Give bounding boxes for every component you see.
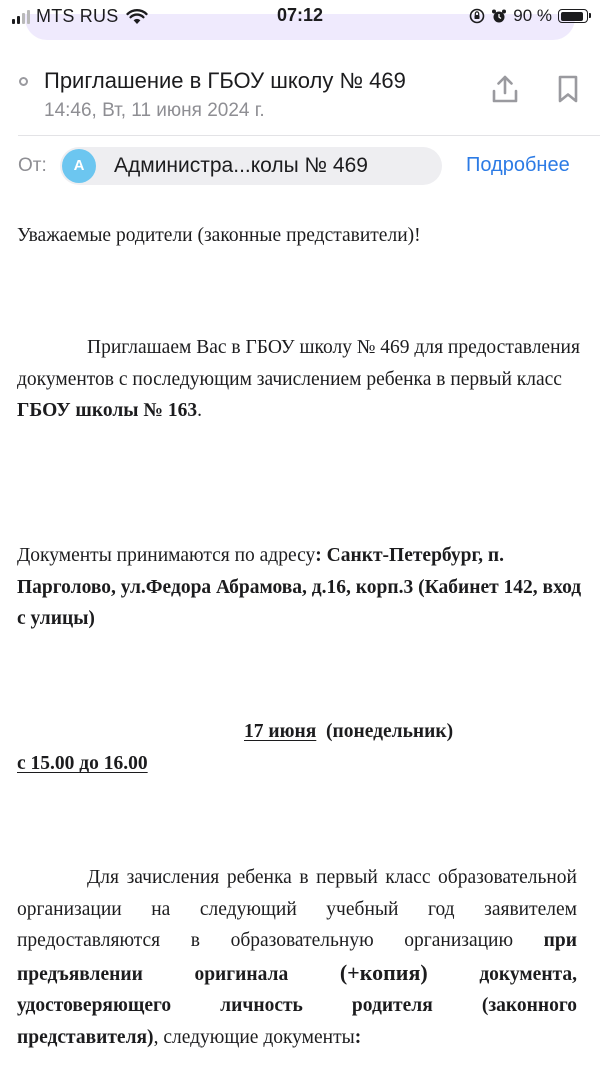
battery-icon [558, 9, 588, 23]
invite-paragraph [17, 332, 583, 427]
status-right [469, 6, 588, 26]
time-range: с 15.00 до 16.00 [17, 753, 148, 774]
invite-school: ГБОУ школы № 163 [17, 400, 198, 421]
unread-dot-icon[interactable] [19, 77, 28, 86]
email-header [0, 60, 600, 140]
bookmark-icon[interactable] [556, 75, 580, 103]
date-weekday: (понедельник) [316, 721, 454, 742]
header-divider [18, 135, 600, 136]
sender-chip[interactable] [60, 147, 442, 185]
carrier-name: MTS RUS [36, 6, 119, 26]
date-underlined: 17 июня [244, 721, 317, 742]
share-icon[interactable] [490, 74, 520, 104]
greeting-paragraph: Уважаемые родители (законные представители)! [17, 225, 421, 246]
details-link[interactable]: Подробнее [466, 154, 570, 176]
docs-bold-copy: (+копия) [339, 959, 428, 985]
docs-colon: : [354, 1026, 362, 1048]
alarm-icon [491, 8, 507, 24]
status-time: 07:12 [276, 5, 324, 25]
docs-bold-1: при предъявлении оригинала [17, 930, 577, 985]
orientation-lock-icon [469, 8, 485, 24]
from-row [0, 146, 600, 186]
sender-avatar: А [62, 149, 96, 183]
email-subject: Приглашение в ГБОУ школу № 469 [44, 68, 406, 93]
status-bar [0, 0, 600, 34]
address-value: : Санкт-Петербург, п. Парголово, ул.Федора Абрамова, д.16, корп.3 (Кабинет 142, вход с улицы) [17, 545, 582, 629]
invite-text: Приглашаем Вас в ГБОУ школу № 469 для предоставления документов с последующим зачислением ребенка в первый класс [17, 337, 580, 390]
invite-end: . [197, 400, 202, 421]
address-lead: Документы принимаются по адресу [17, 545, 316, 566]
address-paragraph [17, 540, 583, 635]
documents-paragraph [17, 862, 577, 1053]
time-line [17, 748, 148, 780]
battery-fill [561, 12, 584, 21]
sender-name: Администра...колы № 469 [114, 154, 368, 177]
docs-text: Для зачисления ребенка в первый класс образовательной организации на следующий учебный год заявителем предоставляются в образовательную организацию [17, 867, 577, 951]
docs-end: , следующие документы [153, 1026, 355, 1048]
from-label: От: [18, 155, 47, 176]
docs-bold-3: документа, удостоверяющего личность родителя (законного представителя) [17, 963, 577, 1048]
email-date: 14:46, Вт, 11 июня 2024 г. [44, 100, 265, 121]
battery-percent: 90 % [513, 6, 552, 25]
date-line [244, 716, 453, 748]
